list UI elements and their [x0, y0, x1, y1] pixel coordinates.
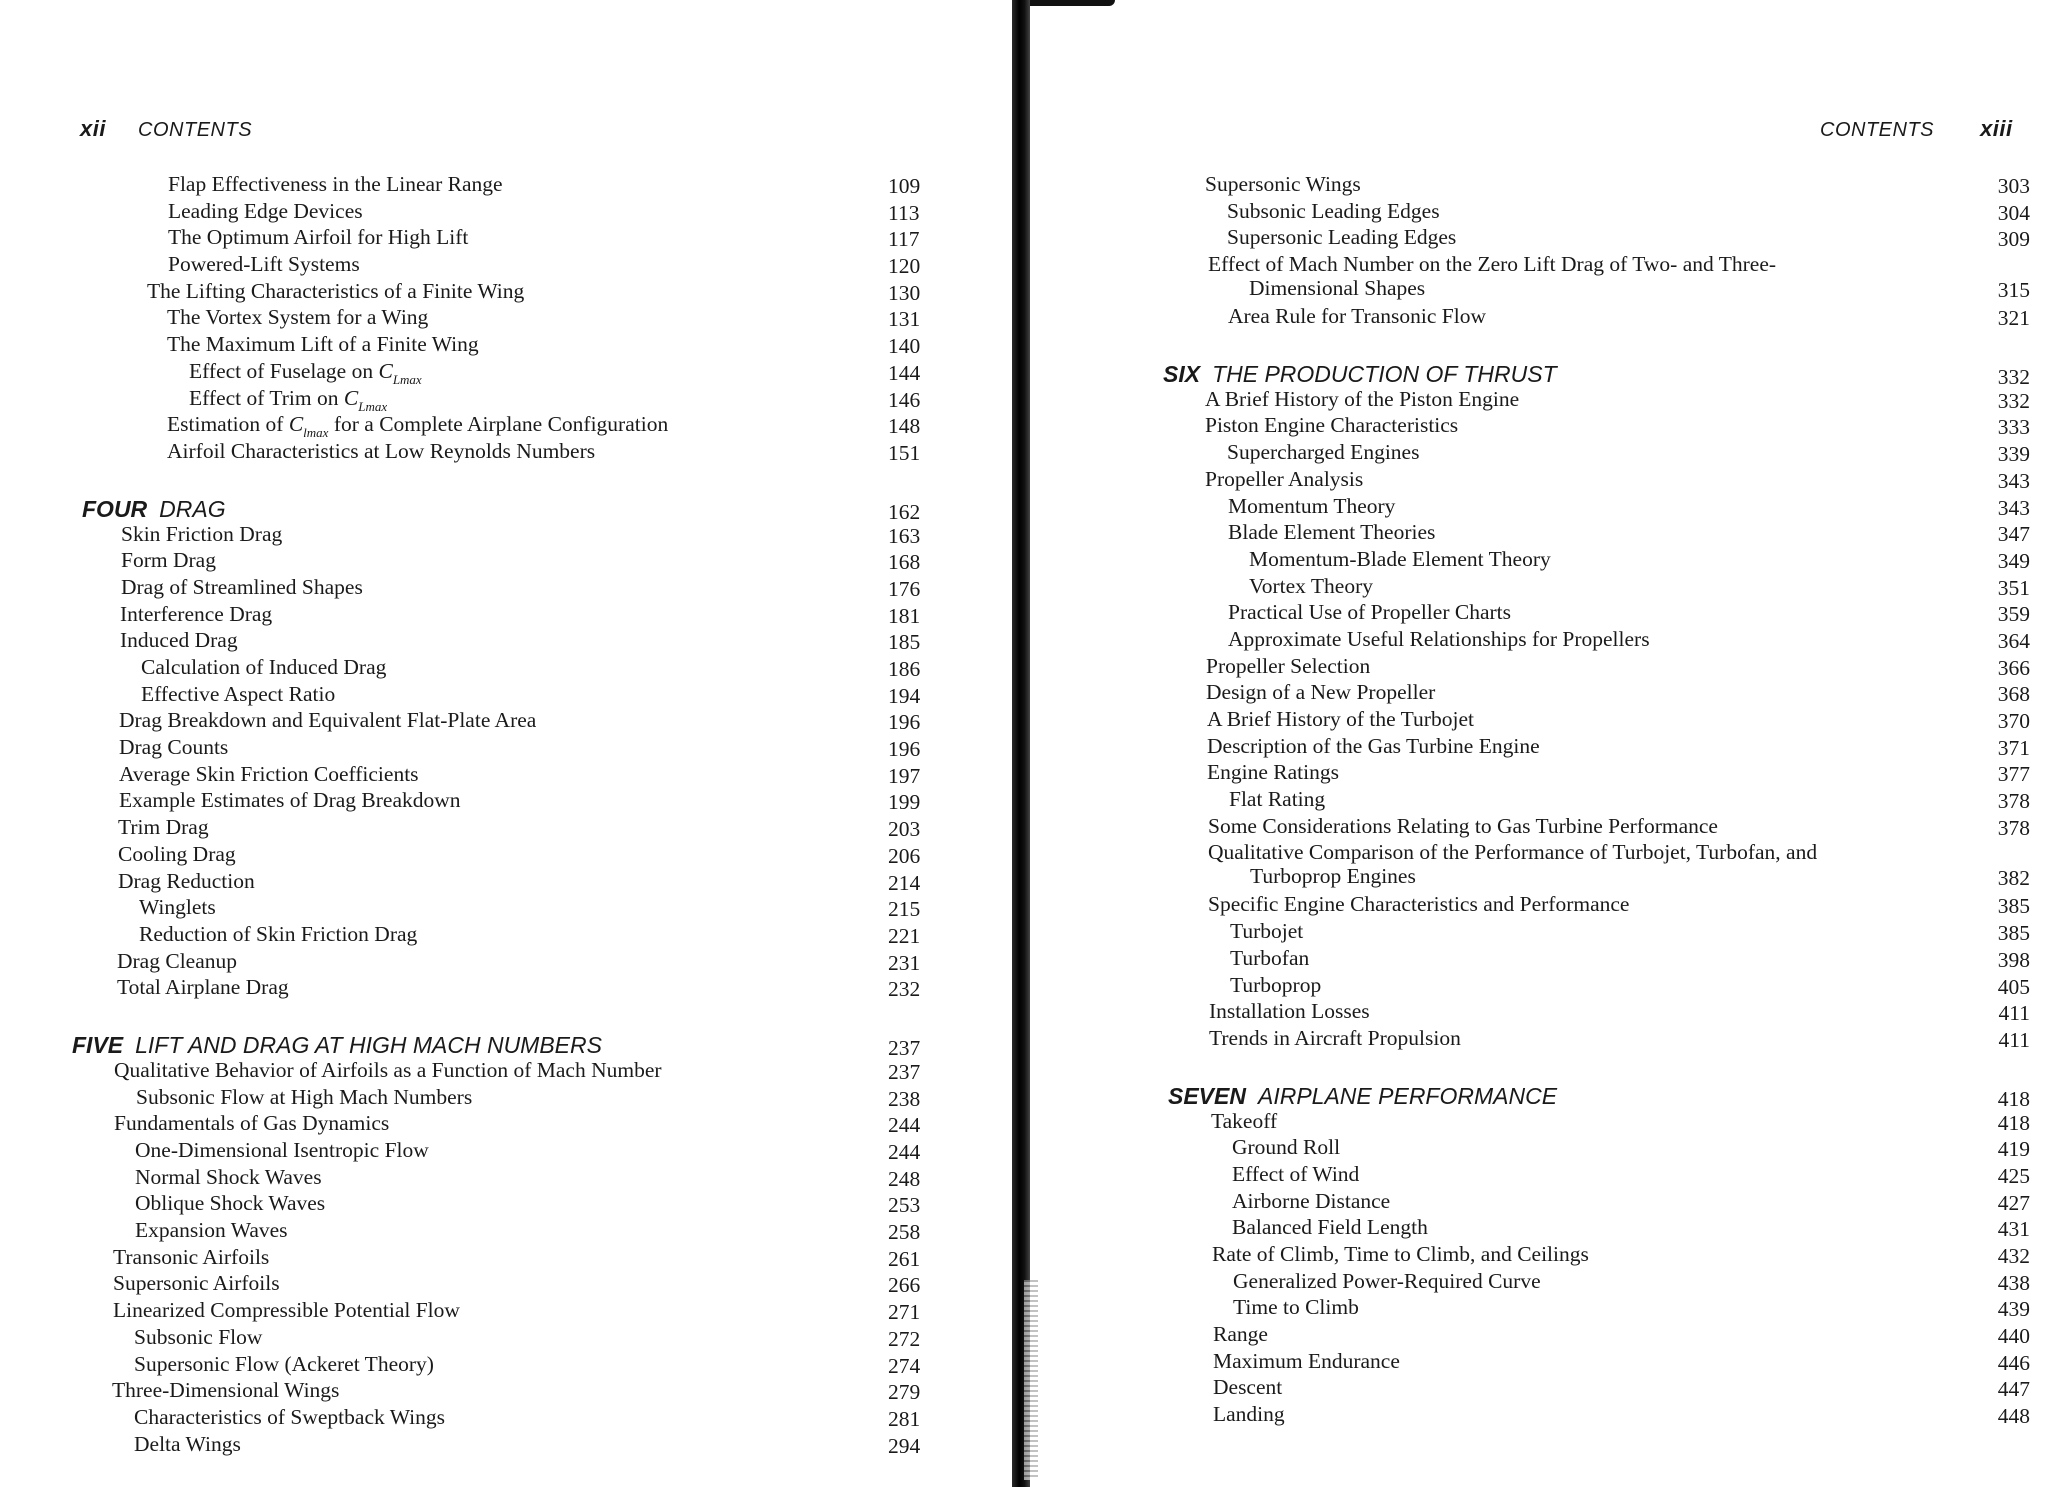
toc-entry	[1040, 494, 2048, 521]
toc-entry	[1040, 760, 2048, 787]
toc-page-number: 221	[888, 923, 921, 948]
toc-page-number: 261	[888, 1246, 921, 1271]
chapter-number: SEVEN	[1168, 1082, 1246, 1109]
toc-page-number: 368	[1997, 682, 2030, 707]
toc-entry	[1040, 707, 2048, 734]
toc-page-number: 351	[1997, 575, 2030, 600]
toc-entry-title: Engine Ratings	[1207, 760, 1339, 785]
toc-entry-title: Supersonic Airfoils	[113, 1271, 280, 1296]
toc-entry	[1040, 520, 2048, 547]
toc-page-number: 448	[1997, 1404, 2030, 1429]
toc-entry-title: Effective Aspect Ratio	[141, 681, 336, 706]
chapter-name: THE PRODUCTION OF THRUST	[1212, 360, 1557, 387]
toc-entry-title: Subsonic Leading Edges	[1227, 198, 1440, 223]
toc-entry	[1040, 440, 2048, 467]
running-head-title: CONTENTS	[138, 119, 253, 141]
toc-entry	[1040, 574, 2048, 601]
toc-page-number: 120	[888, 254, 921, 279]
toc-entry	[0, 975, 1010, 1002]
toc-entry-title: Rate of Climb, Time to Climb, and Ceilings	[1212, 1242, 1589, 1266]
toc-entry	[1040, 1322, 2048, 1349]
toc-page-number: 309	[1997, 227, 2030, 252]
running-head-right	[1820, 116, 2013, 142]
toc-entry-title: Drag Breakdown and Equivalent Flat-Plate Area	[119, 708, 537, 733]
toc-page-number: 196	[888, 737, 921, 762]
toc-entry-title: Supercharged Engines	[1227, 440, 1420, 465]
toc-entry-title: Momentum-Blade Element Theory	[1249, 546, 1551, 571]
toc-entry	[1040, 654, 2048, 681]
toc-page-number: 272	[888, 1326, 921, 1351]
toc-entry-title: Airfoil Characteristics at Low Reynolds Numbers	[167, 438, 596, 463]
toc-entry	[1040, 1375, 2048, 1402]
toc-page-number: 315	[1997, 278, 2030, 303]
toc-page-number: 244	[888, 1113, 921, 1138]
chapter-heading	[1040, 1073, 2048, 1109]
toc-entry-title: Effect of Wind	[1232, 1161, 1360, 1186]
toc-entry-title: Design of a New Propeller	[1206, 680, 1436, 705]
chapter-heading	[0, 1022, 1010, 1058]
toc-page-number: 294	[888, 1433, 921, 1458]
toc-entry	[0, 1138, 1010, 1165]
toc-page-number: 332	[1997, 364, 2030, 389]
toc-entry	[0, 439, 1010, 466]
toc-entry	[0, 575, 1010, 602]
toc-entry-title: Transonic Airfoils	[113, 1244, 270, 1269]
toc-page-number: 364	[1997, 628, 2030, 653]
toc-entry-title: Total Airplane Drag	[117, 975, 289, 1000]
toc-entry	[1040, 547, 2048, 574]
toc-page-number: 447	[1997, 1377, 2030, 1402]
toc-page-number: 378	[1997, 789, 2030, 814]
toc-entry	[0, 1245, 1010, 1272]
toc-page-number: 333	[1997, 415, 2030, 440]
toc-entry	[1040, 946, 2048, 973]
toc-entry	[1040, 840, 2048, 892]
toc-page-number: 271	[888, 1300, 921, 1325]
toc-entry-line: Effect of Mach Number on the Zero Lift Drag of Two- and Three-	[1208, 252, 1777, 277]
toc-entry-title: Subsonic Flow	[134, 1324, 263, 1349]
toc-entry-title: Qualitative Behavior of Airfoils as a Function of Mach Number	[114, 1057, 662, 1082]
page-folio: xiii	[1980, 116, 2013, 141]
toc-entry-title: Balanced Field Length	[1232, 1215, 1428, 1240]
toc-entry-title: Oblique Shock Waves	[135, 1191, 326, 1216]
toc-page-number: 237	[888, 1035, 921, 1060]
toc-entry-title: Estimation of $C_{lmax}$ for a Complete Airplane Configuration	[167, 412, 669, 441]
toc-page-number: 446	[1997, 1350, 2030, 1375]
toc-page-number: 144	[888, 360, 921, 385]
toc-page-number: 425	[1997, 1163, 2030, 1188]
toc-entry-title: A Brief History of the Piston Engine	[1205, 386, 1520, 411]
toc-page-number: 113	[888, 200, 920, 225]
toc-page-number: 181	[888, 603, 921, 628]
toc-page-number: 140	[888, 334, 921, 359]
toc-entry	[1040, 387, 2048, 414]
chapter-title	[1163, 361, 1557, 388]
toc-entry	[0, 1191, 1010, 1218]
toc-entry	[0, 1111, 1010, 1138]
toc-entry-title: Linearized Compressible Potential Flow	[113, 1298, 460, 1323]
toc-page-number: 185	[888, 630, 921, 655]
chapter-title	[1168, 1083, 1557, 1110]
toc-page-number: 440	[1997, 1324, 2030, 1349]
toc-entry-title: Area Rule for Transonic Flow	[1228, 304, 1486, 329]
toc-entry	[0, 628, 1010, 655]
toc-page-number: 253	[888, 1193, 921, 1218]
toc-entry-title: Form Drag	[121, 548, 216, 573]
toc-entry-title: Trends in Aircraft Propulsion	[1209, 1025, 1461, 1050]
toc-entry	[1040, 1026, 2048, 1053]
toc-entry-title	[1208, 840, 1817, 889]
toc-page-number: 385	[1997, 894, 2030, 919]
toc-entry-title: Powered-Lift Systems	[168, 252, 360, 277]
toc-entry	[1040, 734, 2048, 761]
toc-entry-title: Time to Climb	[1233, 1295, 1359, 1320]
toc-entry-title: Landing	[1213, 1402, 1285, 1427]
toc-entry-line: Turboprop Engines	[1250, 864, 1416, 889]
toc-entry	[1040, 627, 2048, 654]
toc-entry-title: Piston Engine Characteristics	[1205, 413, 1459, 438]
toc-page-number: 168	[888, 550, 921, 575]
toc-page-number: 321	[1997, 306, 2030, 331]
toc-entry	[1040, 172, 2048, 199]
right-page	[1040, 0, 2048, 1487]
toc-page-number: 427	[1997, 1190, 2030, 1215]
toc-entry-title: Winglets	[139, 895, 216, 920]
toc-page-number: 244	[888, 1140, 921, 1164]
toc-entry	[0, 1405, 1010, 1432]
toc-entry	[0, 869, 1010, 896]
toc-entry-title: Description of the Gas Turbine Engine	[1207, 733, 1540, 758]
toc-page-number: 237	[888, 1059, 921, 1084]
toc-page-number: 206	[888, 843, 921, 868]
toc-page-number: 431	[1997, 1217, 2030, 1242]
toc-entry	[0, 842, 1010, 869]
toc-page-number: 274	[888, 1353, 921, 1378]
toc-entry-title: Supersonic Flow (Ackeret Theory)	[134, 1351, 434, 1376]
running-head-title: CONTENTS	[1820, 119, 1934, 141]
toc-entry	[0, 895, 1010, 922]
chapter-title	[82, 496, 226, 523]
toc-entry-title: Interference Drag	[120, 601, 273, 626]
toc-page-number: 303	[1997, 174, 2030, 198]
toc-entry	[1040, 600, 2048, 627]
toc-entry-title: Airborne Distance	[1232, 1188, 1391, 1213]
toc-entry	[1040, 304, 2048, 331]
toc-entry	[1040, 252, 2048, 304]
gutter-scan-noise	[1024, 1280, 1038, 1480]
chapter-heading	[0, 486, 1010, 522]
toc-entry-title: The Maximum Lift of a Finite Wing	[167, 332, 479, 357]
toc-entry-title: Momentum Theory	[1228, 493, 1396, 518]
toc-page-number: 266	[888, 1273, 921, 1298]
toc-page-number: 418	[1997, 1110, 2030, 1135]
toc-entry	[1040, 1162, 2048, 1189]
toc-entry	[0, 1298, 1010, 1325]
toc-entry	[0, 279, 1010, 306]
toc-entry	[0, 412, 1010, 439]
toc-entry	[0, 708, 1010, 735]
toc-entry-title: Example Estimates of Drag Breakdown	[119, 788, 461, 813]
toc-list	[1040, 172, 2048, 1429]
toc-page-number: 370	[1997, 709, 2030, 733]
toc-entry	[1040, 225, 2048, 252]
toc-entry	[0, 922, 1010, 949]
toc-entry-title: Range	[1213, 1322, 1268, 1347]
toc-entry-title: Subsonic Flow at High Mach Numbers	[136, 1084, 473, 1109]
toc-entry-title: Blade Element Theories	[1228, 520, 1436, 545]
toc-page-number: 148	[888, 414, 921, 439]
toc-page-number: 378	[1997, 815, 2030, 840]
toc-entry-title: Turbofan	[1230, 945, 1310, 970]
toc-entry-title: Induced Drag	[120, 628, 238, 653]
book-gutter	[1012, 0, 1030, 1487]
toc-entry-title: Drag Counts	[119, 735, 229, 760]
toc-entry	[0, 332, 1010, 359]
toc-page-number: 281	[888, 1406, 921, 1431]
toc-entry	[0, 762, 1010, 789]
toc-page-number: 146	[888, 387, 921, 412]
toc-entry-title: Drag of Streamlined Shapes	[121, 574, 363, 599]
toc-entry	[0, 1085, 1010, 1112]
toc-entry-title: Three-Dimensional Wings	[112, 1378, 340, 1403]
toc-page-number: 359	[1997, 602, 2030, 627]
toc-entry	[0, 386, 1010, 413]
toc-entry	[0, 522, 1010, 549]
toc-page-number: 232	[888, 977, 921, 1002]
toc-entry-title: Propeller Selection	[1206, 653, 1371, 678]
toc-entry-title: Trim Drag	[118, 815, 209, 840]
toc-page-number: 398	[1997, 947, 2030, 972]
toc-page-number: 405	[1997, 974, 2030, 999]
toc-page-number: 382	[1997, 866, 2030, 891]
chapter-number: FOUR	[82, 495, 148, 522]
toc-entry-title: Supersonic Leading Edges	[1227, 225, 1457, 250]
toc-page-number: 258	[888, 1220, 921, 1245]
chapter-name: LIFT AND DRAG AT HIGH MACH NUMBERS	[135, 1031, 602, 1058]
toc-entry-title: Generalized Power-Required Curve	[1233, 1268, 1541, 1293]
toc-entry-title: Reduction of Skin Friction Drag	[139, 921, 418, 946]
toc-entry-title: Supersonic Wings	[1205, 172, 1361, 196]
toc-entry-title: Some Considerations Relating to Gas Turbine Performance	[1208, 813, 1718, 838]
toc-entry	[0, 1378, 1010, 1405]
toc-page-number: 366	[1997, 655, 2030, 680]
toc-entry	[0, 359, 1010, 386]
toc-page-number: 151	[888, 440, 921, 465]
toc-entry	[0, 815, 1010, 842]
toc-entry-title: Practical Use of Propeller Charts	[1228, 600, 1511, 625]
toc-entry	[1040, 1402, 2048, 1429]
chapter-number: FIVE	[72, 1031, 124, 1058]
toc-entry-title	[1208, 252, 1776, 301]
toc-page-number: 377	[1997, 762, 2030, 787]
toc-entry	[0, 655, 1010, 682]
toc-page-number: 248	[888, 1166, 921, 1191]
toc-page-number: 332	[1997, 388, 2030, 413]
toc-entry-title: Turbojet	[1230, 919, 1304, 944]
toc-entry	[0, 1271, 1010, 1298]
toc-entry-title: Approximate Useful Relationships for Propellers	[1228, 626, 1650, 651]
chapter-number: SIX	[1163, 360, 1201, 387]
toc-entry-title: The Vortex System for a Wing	[167, 305, 429, 330]
toc-entry	[0, 305, 1010, 332]
toc-page-number: 343	[1997, 495, 2030, 520]
toc-entry-title: Calculation of Induced Drag	[141, 655, 387, 679]
toc-entry	[1040, 999, 2048, 1026]
toc-entry-title: Installation Losses	[1209, 999, 1370, 1024]
chapter-name: DRAG	[159, 495, 226, 522]
toc-entry-title: Takeoff	[1211, 1108, 1278, 1133]
toc-entry-title: Average Skin Friction Coefficients	[119, 761, 419, 786]
toc-entry-title: Drag Cleanup	[117, 948, 238, 973]
toc-entry-title: Effect of Trim on $C_{Lmax}$	[189, 385, 388, 414]
toc-entry-title: Maximum Endurance	[1213, 1348, 1400, 1373]
toc-page-number: 131	[888, 307, 921, 332]
toc-entry-title: Specific Engine Characteristics and Performance	[1208, 892, 1630, 917]
toc-entry	[1040, 1242, 2048, 1269]
toc-page-number: 214	[888, 870, 921, 895]
toc-entry	[0, 735, 1010, 762]
toc-page-number: 215	[888, 897, 921, 922]
toc-entry-title: Turboprop	[1230, 972, 1322, 997]
toc-page-number: 418	[1997, 1086, 2030, 1111]
toc-entry-title: Ground Roll	[1232, 1135, 1341, 1160]
toc-entry-title: Skin Friction Drag	[121, 521, 283, 546]
toc-entry	[1040, 787, 2048, 814]
toc-entry-line: Qualitative Comparison of the Performance of Turbojet, Turbofan, and	[1208, 840, 1818, 865]
toc-page-number: 203	[888, 817, 921, 842]
toc-page-number: 231	[888, 950, 921, 975]
toc-page-number: 385	[1997, 921, 2030, 946]
toc-page-number: 411	[1998, 1001, 2030, 1026]
toc-entry-title: Characteristics of Sweptback Wings	[134, 1404, 446, 1429]
toc-list	[0, 172, 1010, 1458]
toc-entry-title: Effect of Fuselage on $C_{Lmax}$	[189, 358, 422, 387]
toc-page-number: 117	[888, 227, 920, 252]
toc-entry-title: Flat Rating	[1229, 787, 1326, 812]
toc-entry	[0, 252, 1010, 279]
toc-entry-title: Delta Wings	[134, 1431, 241, 1456]
toc-entry-title: Fundamentals of Gas Dynamics	[114, 1111, 390, 1136]
toc-page-number: 339	[1997, 442, 2030, 467]
toc-entry-title: Vortex Theory	[1249, 573, 1374, 598]
toc-entry	[0, 1165, 1010, 1192]
toc-entry	[0, 1352, 1010, 1379]
toc-entry-title: The Optimum Airfoil for High Lift	[168, 225, 469, 250]
toc-page-number: 194	[888, 683, 921, 708]
toc-page-number: 196	[888, 710, 921, 735]
toc-entry	[0, 199, 1010, 226]
page-folio: xii	[80, 116, 106, 141]
toc-page-number: 347	[1997, 522, 2030, 547]
toc-entry	[0, 172, 1010, 199]
toc-page-number: 438	[1997, 1270, 2030, 1295]
toc-page-number: 343	[1997, 468, 2030, 493]
toc-entry	[1040, 680, 2048, 707]
chapter-heading	[1040, 351, 2048, 387]
toc-entry-title: Descent	[1213, 1375, 1283, 1400]
toc-entry	[0, 548, 1010, 575]
toc-entry	[1040, 1295, 2048, 1322]
toc-entry-title: Normal Shock Waves	[135, 1164, 322, 1189]
toc-entry-title: A Brief History of the Turbojet	[1207, 707, 1474, 731]
toc-entry	[1040, 1269, 2048, 1296]
toc-entry	[0, 682, 1010, 709]
toc-entry	[0, 1218, 1010, 1245]
toc-page-number: 238	[888, 1086, 921, 1111]
toc-page-number: 419	[1997, 1137, 2030, 1162]
toc-entry-title: Leading Edge Devices	[168, 198, 363, 223]
toc-entry	[0, 949, 1010, 976]
toc-entry	[1040, 973, 2048, 1000]
toc-entry	[1040, 919, 2048, 946]
left-page	[0, 0, 1010, 1487]
toc-page-number: 162	[888, 499, 921, 524]
toc-page-number: 109	[888, 174, 921, 198]
toc-entry	[0, 1325, 1010, 1352]
toc-entry-title: Expansion Waves	[135, 1218, 288, 1243]
toc-page-number: 199	[888, 790, 921, 815]
toc-entry	[1040, 1349, 2048, 1376]
toc-entry-title: The Lifting Characteristics of a Finite Wing	[147, 278, 525, 303]
toc-page-number: 197	[888, 763, 921, 788]
toc-entry	[1040, 892, 2048, 919]
toc-entry-title: Cooling Drag	[118, 841, 236, 866]
toc-entry	[0, 1058, 1010, 1085]
toc-page-number: 432	[1997, 1244, 2030, 1268]
toc-page-number: 371	[1997, 735, 2030, 760]
toc-entry	[1040, 467, 2048, 494]
toc-entry	[1040, 1189, 2048, 1216]
toc-page-number: 163	[888, 523, 921, 548]
toc-page-number: 176	[888, 576, 921, 601]
toc-page-number: 411	[1998, 1027, 2030, 1052]
toc-entry-title: Propeller Analysis	[1205, 466, 1364, 491]
toc-entry	[1040, 1135, 2048, 1162]
toc-entry	[1040, 1109, 2048, 1136]
toc-page-number: 439	[1997, 1297, 2030, 1322]
toc-entry	[0, 1432, 1010, 1459]
toc-entry	[1040, 199, 2048, 226]
chapter-name: AIRPLANE PERFORMANCE	[1257, 1082, 1558, 1109]
toc-entry-title: Flap Effectiveness in the Linear Range	[168, 172, 503, 196]
toc-entry-title: One-Dimensional Isentropic Flow	[135, 1138, 429, 1162]
toc-entry	[1040, 1215, 2048, 1242]
toc-entry	[1040, 413, 2048, 440]
toc-entry	[0, 788, 1010, 815]
toc-page-number: 130	[888, 280, 921, 305]
toc-entry-line: Dimensional Shapes	[1249, 276, 1426, 301]
chapter-title	[72, 1032, 602, 1059]
toc-page-number: 304	[1997, 200, 2030, 225]
toc-entry-title: Drag Reduction	[118, 868, 255, 893]
toc-entry	[0, 225, 1010, 252]
running-head-left	[80, 116, 252, 142]
toc-page-number: 186	[888, 657, 921, 681]
toc-entry	[0, 602, 1010, 629]
toc-entry	[1040, 814, 2048, 841]
toc-page-number: 349	[1997, 548, 2030, 573]
toc-page-number: 279	[888, 1380, 921, 1405]
